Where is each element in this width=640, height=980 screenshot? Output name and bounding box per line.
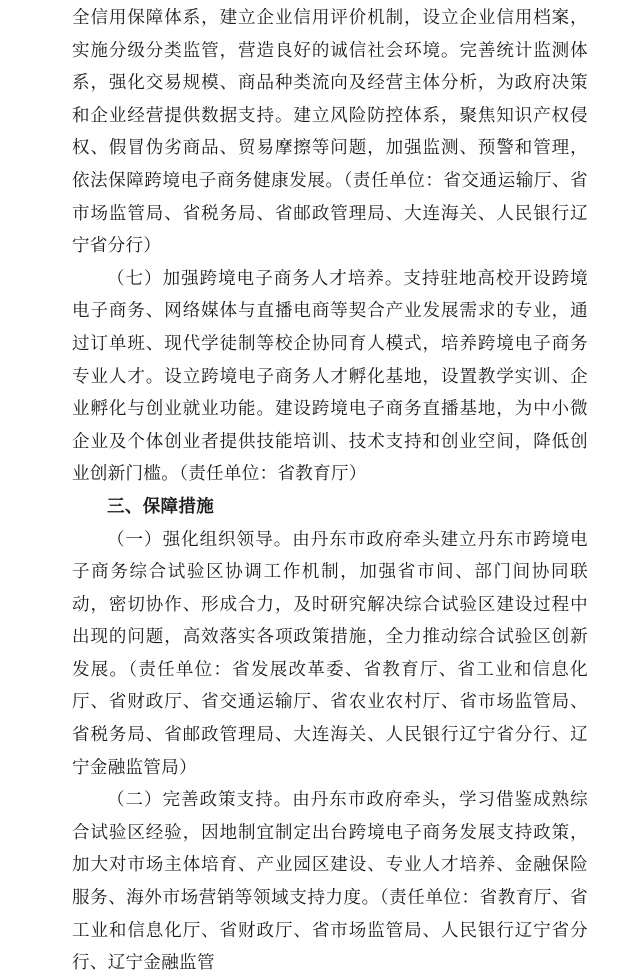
paragraph-credit-system: 全信用保障体系，建立企业信用评价机制，设立企业信用档案，实施分级分类监管，营造良好的诚信社会环境。完善统计监测体系，强化交易规模、商品种类流向及经营主体分析，为政府决策和企业经营提供数据支持。建立风险防控体系，聚焦知识产权侵权、假冒伪劣商品、贸易摩擦等问题，加强监测、预警和管理，依法保障跨境电子商务健康发展。（责任单位：省交通运输厅、省市场监管局、省税务局、省邮政管理局、大连海关、人民银行辽宁省分行） xyxy=(72,8,588,257)
paragraph-policy-support: （二）完善政策支持。由丹东市政府牵头，学习借鉴成熟综合试验区经验，因地制宜制定出台跨境电子商务发展支持政策，加大对市场主体培育、产业园区建设、专业人才培养、金融保险服务、海外市场营销等领域支持力度。（责任单位：省教育厅、省工业和信息化厅、省财政厅、省市场监管局、人民银行辽宁省分行、辽宁金融监管 xyxy=(72,790,588,974)
paragraph-talent-cultivation: （七）加强跨境电子商务人才培养。支持驻地高校开设跨境电子商务、网络媒体与直播电商等契合产业发展需求的专业，通过订单班、现代学徒制等校企协同育人模式，培养跨境电子商务专业人才。设立跨境电子商务人才孵化基地，设置教学实训、企业孵化与创业就业功能。建设跨境电子商务直播基地，为中小微企业及个体创业者提供技能培训、技术支持和创业空间，降低创业创新门槛。（责任单位：省教育厅） xyxy=(72,268,588,485)
section-heading-safeguards: 三、保障措施 xyxy=(107,496,215,517)
paragraph-organization-leadership: （一）强化组织领导。由丹东市政府牵头建立丹东市跨境电子商务综合试验区协调工作机制，加强省市间、部门间协同联动，密切协作、形成合力，及时研究解决综合试验区建设过程中出现的问题，高效落实各项政策措施，全力推动综合试验区创新发展。（责任单位：省发展改革委、省教育厅、省工业和信息化厅、省财政厅、省交通运输厅、省农业农村厅、省市场监管局、省税务局、省邮政管理局、大连海关、人民银行辽宁省分行、辽宁金融监管局） xyxy=(72,529,588,778)
